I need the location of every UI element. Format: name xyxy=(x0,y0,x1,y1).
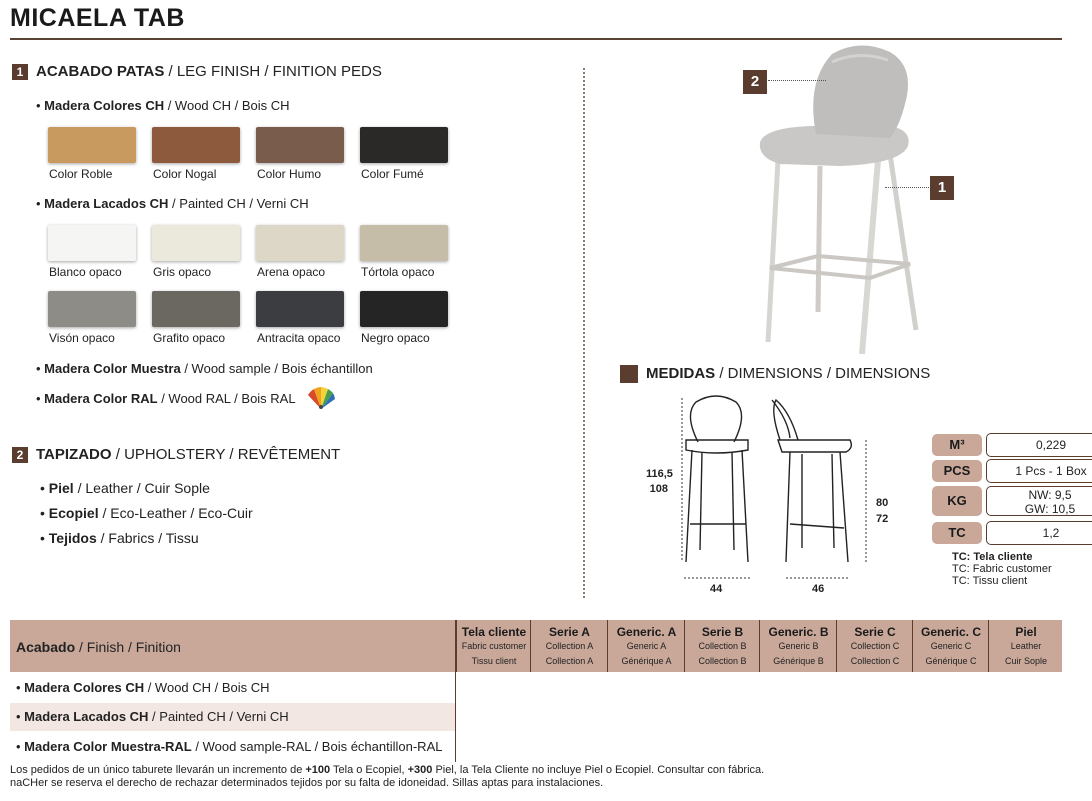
wood-ch-title: Madera Colores CH xyxy=(44,98,165,113)
tc-note-line: TC: Tissu client xyxy=(952,575,1028,587)
row-subtitle: / Painted CH / Verni CH xyxy=(148,709,289,724)
footer-note xyxy=(10,764,764,776)
spec-label: KG xyxy=(932,486,982,516)
tc-note xyxy=(952,551,1052,587)
wood-sample-title: Madera Color Muestra xyxy=(44,361,181,376)
spec-value: 1 Pcs - 1 Box xyxy=(986,459,1092,483)
price-column-header xyxy=(530,620,608,672)
dimensions-title: MEDIDAS xyxy=(646,365,716,382)
price-column-header xyxy=(988,620,1063,672)
footer-amount: +100 xyxy=(305,764,331,776)
section-number: 1 xyxy=(12,64,28,80)
wood-ral-subtitle: / Wood RAL / Bois RAL xyxy=(157,391,296,406)
color-swatch xyxy=(360,127,448,163)
section-1-subtitle: / LEG FINISH / FINITION PEDS xyxy=(164,63,382,80)
color-swatch xyxy=(360,225,448,261)
column-subtitle: Leather xyxy=(1010,641,1042,651)
column-subtitle: Générique B xyxy=(773,656,824,666)
upholstery-item: • Tejidos / Fabrics / Tissu xyxy=(40,530,199,546)
section-1-heading xyxy=(12,63,382,80)
color-swatch xyxy=(48,127,136,163)
column-subtitle: Fabric customer xyxy=(461,641,527,651)
footer-text: Los pedidos de un único taburete llevarán un incremento de xyxy=(10,764,306,776)
price-column-header xyxy=(912,620,989,672)
color-swatch xyxy=(152,225,240,261)
price-column-header xyxy=(836,620,913,672)
painted-ch-subtitle: / Painted CH / Verni CH xyxy=(168,196,309,211)
section-1-title: ACABADO PATAS xyxy=(36,63,165,80)
color-swatch xyxy=(360,291,448,327)
column-subtitle: Collection A xyxy=(545,641,594,651)
section-2-heading xyxy=(12,446,340,463)
row-title: Madera Lacados CH xyxy=(24,709,149,724)
swatch-label: Antracita opaco xyxy=(257,331,341,345)
swatch-label: Color Nogal xyxy=(153,167,217,181)
swatch-label: Visón opaco xyxy=(49,331,115,345)
column-subtitle: Generic B xyxy=(778,641,819,651)
color-swatch xyxy=(152,291,240,327)
color-swatch xyxy=(256,291,344,327)
price-column-header xyxy=(607,620,685,672)
row-subtitle: / Wood CH / Bois CH xyxy=(144,680,270,695)
column-title: Serie A xyxy=(549,625,590,639)
color-swatch xyxy=(152,127,240,163)
seat-height-label: 80 xyxy=(876,497,889,509)
dimensions-heading xyxy=(620,365,930,383)
row-title: Madera Color Muestra-RAL xyxy=(24,739,192,754)
upholstery-item-subtitle: / Fabrics / Tissu xyxy=(96,530,199,546)
column-subtitle: Generic A xyxy=(626,641,667,651)
dimensions-marker-icon xyxy=(620,365,638,383)
page-title: MICAELA TAB xyxy=(10,4,185,32)
leg-callout-tag: 1 xyxy=(930,176,954,200)
upholstery-item-title: Ecopiel xyxy=(48,505,99,521)
upholstery-item-title: Piel xyxy=(48,480,74,496)
table-row: • Madera Color Muestra-RAL / Wood sample-RAL / Bois échantillon-RAL xyxy=(16,739,443,754)
section-2-subtitle: / UPHOLSTERY / REVÊTEMENT xyxy=(111,446,341,463)
spec-value-net: NW: 9,5 xyxy=(1028,488,1072,502)
seat-height-label-2: 72 xyxy=(876,513,889,525)
color-swatch xyxy=(256,127,344,163)
column-subtitle: Collection B xyxy=(698,641,747,651)
wood-ral-item: • Madera Color RAL / Wood RAL / Bois RAL xyxy=(36,391,296,406)
painted-ch-heading: • Madera Lacados CH / Painted CH / Verni CH xyxy=(36,196,309,211)
dimension-drawing xyxy=(640,390,890,600)
tc-note-line: TC: Tela cliente xyxy=(952,551,1033,563)
stool-photo xyxy=(740,42,970,362)
swatch-label: Tórtola opaco xyxy=(361,265,435,279)
finish-column-header xyxy=(16,639,181,655)
spec-label: TC xyxy=(932,522,982,544)
wood-ral-title: Madera Color RAL xyxy=(44,391,158,406)
table-row: • Madera Colores CH / Wood CH / Bois CH xyxy=(16,680,270,695)
title-divider xyxy=(10,38,1062,40)
seat-callout-line xyxy=(768,80,826,81)
height-label: 116,5 xyxy=(646,468,673,480)
color-fan-icon xyxy=(306,385,336,411)
column-title: Serie C xyxy=(854,625,896,639)
column-title: Generic. A xyxy=(616,625,677,639)
column-subtitle: Cuir Sople xyxy=(1004,656,1048,666)
column-subtitle: Collection C xyxy=(850,656,900,666)
swatch-label: Color Humo xyxy=(257,167,322,181)
column-title: Generic. B xyxy=(768,625,829,639)
upholstery-item-title: Tejidos xyxy=(48,530,97,546)
column-subtitle: Collection B xyxy=(698,656,747,666)
column-subtitle: Collection C xyxy=(850,641,900,651)
column-title: Piel xyxy=(1015,625,1037,639)
swatch-label: Gris opaco xyxy=(153,265,212,279)
spec-value: 0,229 xyxy=(986,433,1092,457)
column-subtitle: Générique C xyxy=(925,656,977,666)
row-title: Madera Colores CH xyxy=(24,680,145,695)
height-label-2: 108 xyxy=(649,483,668,495)
upholstery-item-subtitle: / Eco-Leather / Eco-Cuir xyxy=(98,505,253,521)
painted-ch-title: Madera Lacados CH xyxy=(44,196,169,211)
seat-callout-tag: 2 xyxy=(743,70,767,94)
column-subtitle: Collection A xyxy=(545,656,594,666)
depth-label: 46 xyxy=(812,583,825,595)
tc-note-line: TC: Fabric customer xyxy=(952,563,1052,575)
upholstery-item-subtitle: / Leather / Cuir Sople xyxy=(73,480,210,496)
table-divider xyxy=(455,620,456,762)
finish-column-subtitle: / Finish / Finition xyxy=(75,639,181,655)
leg-callout-line xyxy=(885,187,929,188)
column-subtitle: Générique A xyxy=(621,656,672,666)
column-subtitle: Generic C xyxy=(930,641,972,651)
color-swatch xyxy=(48,291,136,327)
spec-value xyxy=(986,486,1092,516)
swatch-label: Arena opaco xyxy=(257,265,326,279)
column-title: Tela cliente xyxy=(461,625,527,639)
footer-disclaimer: naCHer se reserva el derecho de rechazar determinados tejidos por su falta de idoneidad. Sillas aptas para instalaciones. xyxy=(10,777,604,789)
section-number: 2 xyxy=(12,447,28,463)
column-title: Serie B xyxy=(701,625,744,639)
swatch-label: Blanco opaco xyxy=(49,265,122,279)
dimensions-subtitle: / DIMENSIONS / DIMENSIONS xyxy=(715,365,931,382)
wood-ch-subtitle: / Wood CH / Bois CH xyxy=(164,98,290,113)
column-divider xyxy=(583,68,585,598)
spec-value-gross: GW: 10,5 xyxy=(1024,502,1076,516)
section-2-title: TAPIZADO xyxy=(36,446,112,463)
swatch-label: Color Roble xyxy=(49,167,113,181)
row-subtitle: / Wood sample-RAL / Bois échantillon-RAL xyxy=(191,739,443,754)
swatch-label: Grafito opaco xyxy=(153,331,226,345)
swatch-label: Negro opaco xyxy=(361,331,430,345)
footer-amount: +300 xyxy=(407,764,433,776)
wood-ch-heading: • Madera Colores CH / Wood CH / Bois CH xyxy=(36,98,290,113)
wood-sample-item: • Madera Color Muestra / Wood sample / Bois échantillon xyxy=(36,361,373,376)
swatch-label: Color Fumé xyxy=(361,167,424,181)
column-title: Generic. C xyxy=(920,625,982,639)
upholstery-item: • Piel / Leather / Cuir Sople xyxy=(40,480,210,496)
column-subtitle: Tissu client xyxy=(471,656,517,666)
finish-column-title: Acabado xyxy=(16,639,76,655)
spec-label: PCS xyxy=(932,460,982,482)
price-column-header xyxy=(759,620,837,672)
footer-text: Tela o Ecopiel, xyxy=(330,764,408,776)
width-label: 44 xyxy=(710,583,723,595)
price-column-header xyxy=(456,620,531,672)
footer-text: Piel, la Tela Cliente no incluye Piel o Ecopiel. Consultar con fábrica. xyxy=(432,764,765,776)
spec-label: M³ xyxy=(932,434,982,456)
spec-value: 1,2 xyxy=(986,521,1092,545)
color-swatch xyxy=(256,225,344,261)
table-row: • Madera Lacados CH / Painted CH / Verni CH xyxy=(10,703,456,731)
wood-sample-subtitle: / Wood sample / Bois échantillon xyxy=(180,361,373,376)
price-column-header xyxy=(684,620,760,672)
upholstery-item: • Ecopiel / Eco-Leather / Eco-Cuir xyxy=(40,505,253,521)
color-swatch xyxy=(48,225,136,261)
